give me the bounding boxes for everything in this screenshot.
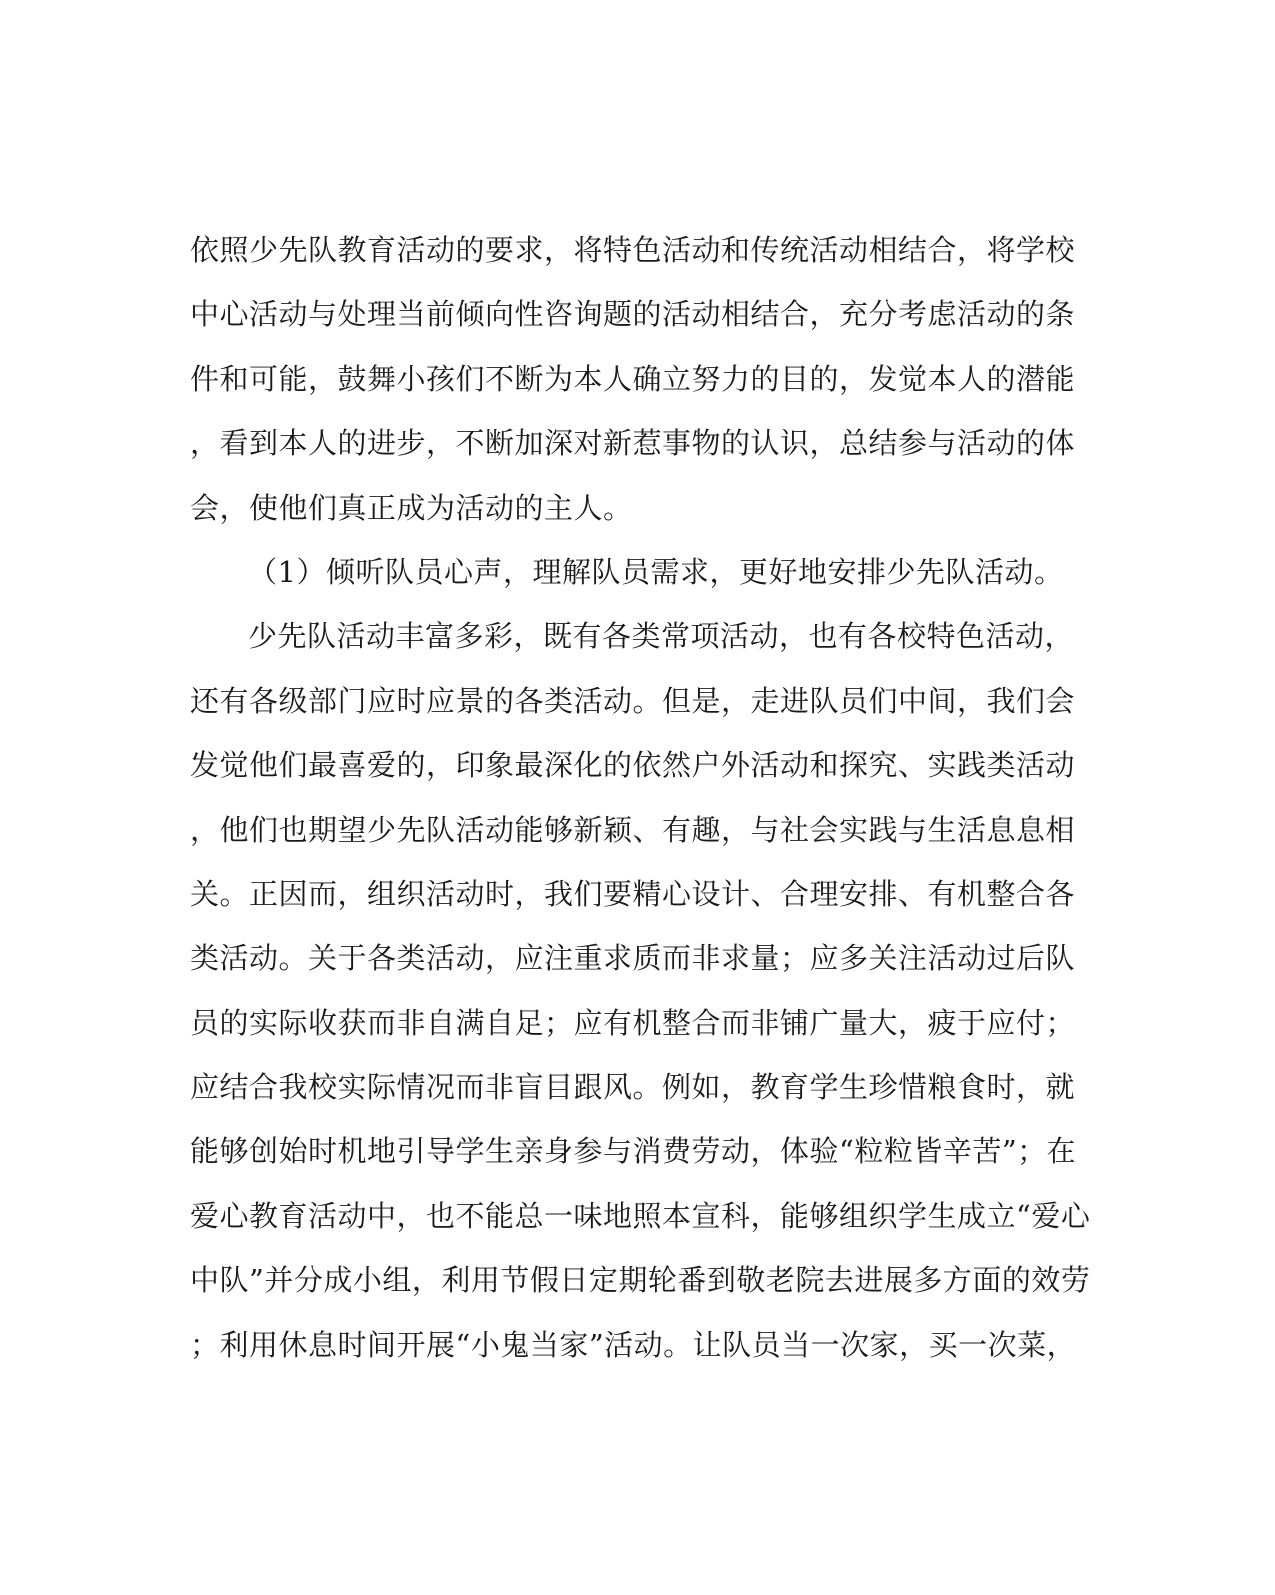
text-line: 类活动。关于各类活动，应注重求质而非求量；应多关注活动过后队 bbox=[190, 941, 1076, 976]
text-line: ，他们也期望少先队活动能够新颖、有趣，与社会实践与生活息息相 bbox=[190, 812, 1076, 847]
text-line: ；利用休息时间开展“小鬼当家”活动。让队员当一次家，买一次菜， bbox=[190, 1327, 1077, 1362]
text-line: 件和可能，鼓舞小孩们不断为本人确立努力的目的，发觉本人的潜能 bbox=[190, 361, 1076, 396]
text-line: 爱心教育活动中，也不能总一味地照本宣科，能够组织学生成立“爱心 bbox=[190, 1198, 1091, 1233]
text-line: 能够创始时机地引导学生亲身参与消费劳动，体验“粒粒皆辛苦”；在 bbox=[190, 1134, 1077, 1169]
text-line: 还有各级部门应时应景的各类活动。但是，走进队员们中间，我们会 bbox=[190, 683, 1076, 718]
text-line: 中心活动与处理当前倾向性咨询题的活动相结合，充分考虑活动的条 bbox=[190, 297, 1076, 332]
text-line: 会，使他们真正成为活动的主人。 bbox=[190, 490, 633, 525]
text-line: ，看到本人的进步，不断加深对新惹事物的认识，总结参与活动的体 bbox=[190, 426, 1076, 461]
text-line: 应结合我校实际情况而非盲目跟风。例如，教育学生珍惜粮食时，就 bbox=[190, 1070, 1076, 1105]
document-body bbox=[190, 218, 1091, 1377]
text-line: 依照少先队教育活动的要求，将特色活动和传统活动相结合，将学校 bbox=[190, 233, 1076, 267]
section-heading: （1）倾听队员心声，理解队员需求，更好地安排少先队活动。 bbox=[248, 554, 1064, 589]
text-line: 发觉他们最喜爱的，印象最深化的依然户外活动和探究、实践类活动 bbox=[190, 748, 1076, 783]
text-line: 关。正因而，组织活动时，我们要精心设计、合理安排、有机整合各 bbox=[190, 876, 1076, 911]
text-line: 中队”并分成小组，利用节假日定期轮番到敬老院去进展多方面的效劳 bbox=[190, 1263, 1091, 1298]
text-line: 员的实际收获而非自满自足；应有机整合而非铺广量大，疲于应付； bbox=[190, 1005, 1076, 1040]
text-line: 少先队活动丰富多彩，既有各类常项活动，也有各校特色活动， bbox=[248, 619, 1075, 654]
